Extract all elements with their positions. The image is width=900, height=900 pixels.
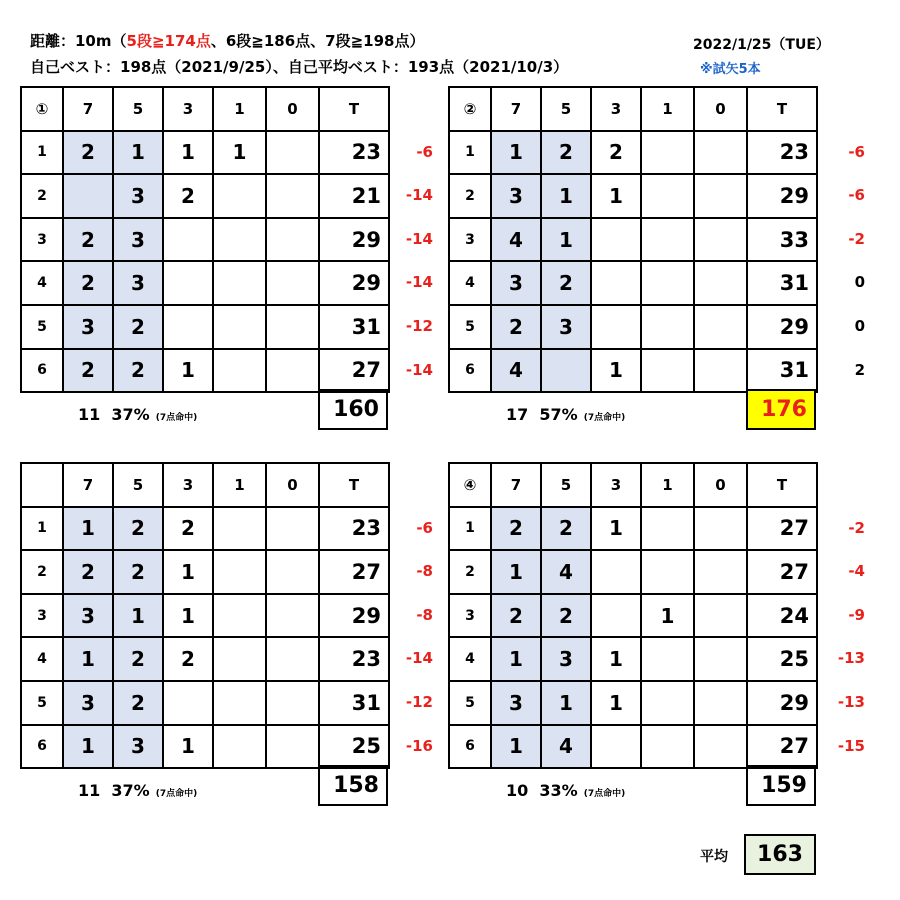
end-number: 1 [449,507,491,551]
count-cell-5: 3 [113,725,163,769]
column-header-3: 3 [591,87,641,131]
end-number: 2 [21,174,63,218]
table-row [21,131,389,175]
count-cell-0 [694,725,747,769]
count-cell-3: 1 [591,507,641,551]
end-diff: -13 [837,693,865,711]
end-diff: -14 [405,229,433,248]
column-header-0: 0 [266,87,319,131]
table-row [449,349,817,393]
table-row [449,637,817,681]
count-cell-3 [163,305,213,349]
column-header-5: 5 [541,463,591,507]
count-cell-5: 3 [113,218,163,262]
count-cell-7: 2 [63,218,113,262]
count-cell-7: 1 [491,725,541,769]
count-cell-1 [213,550,266,594]
end-diff: -8 [416,562,433,581]
end-number: 4 [21,261,63,305]
distance-line [30,30,424,51]
session-date: 2022/1/25（TUE） [693,37,830,53]
end-diff: -14 [405,273,433,292]
end-diff: -16 [405,736,433,755]
end-number: 3 [21,218,63,262]
column-header-t: T [747,463,817,507]
round-table-1 [20,86,390,393]
count-cell-1 [213,637,266,681]
end-total: 29 [747,305,817,349]
count-cell-3 [591,594,641,638]
hit-note: (7点命中) [583,413,626,424]
count-cell-0 [694,637,747,681]
column-header-t: T [319,87,389,131]
count-cell-3: 2 [163,174,213,218]
rank-6-7-thresholds: 、6段≧186点、7段≧198点） [210,32,425,50]
table-row [449,174,817,218]
count-cell-7: 3 [491,681,541,725]
count-cell-3: 1 [163,349,213,393]
round-number: ④ [449,463,491,507]
count-cell-0 [694,507,747,551]
end-total: 31 [747,349,817,393]
count-cell-1: 1 [213,131,266,175]
count-cell-7: 3 [491,174,541,218]
count-cell-5: 2 [113,507,163,551]
end-diff: -12 [405,693,433,711]
count-cell-5: 1 [541,218,591,262]
count-cell-5: 4 [541,550,591,594]
end-total: 31 [319,681,389,725]
end-total: 24 [747,594,817,638]
end-total: 31 [747,261,817,305]
count-cell-1 [213,349,266,393]
count-cell-5: 1 [541,174,591,218]
count-cell-5: 1 [113,594,163,638]
table-row [21,349,389,393]
end-number: 2 [449,550,491,594]
hit-percentage: 37% [111,781,150,801]
table-row [449,594,817,638]
distance-prefix: 距離：10m（ [30,32,127,50]
count-cell-7: 3 [63,594,113,638]
count-cell-1 [641,218,694,262]
rank-5-threshold: 5段≧174点 [126,32,211,50]
end-number: 6 [449,349,491,393]
count-cell-1 [641,681,694,725]
average-label: 平均 [700,849,728,865]
count-cell-1 [213,218,266,262]
count-cell-3: 1 [163,131,213,175]
column-header-1: 1 [641,87,694,131]
end-total: 27 [319,550,389,594]
count-cell-7: 1 [491,637,541,681]
count-cell-1 [641,349,694,393]
seven-hit-count: 10 [506,781,529,801]
count-cell-1 [213,507,266,551]
end-diff: -2 [848,229,865,248]
count-cell-3 [163,681,213,725]
count-cell-1: 1 [641,594,694,638]
count-cell-0 [266,507,319,551]
count-cell-1 [213,261,266,305]
count-cell-0 [694,305,747,349]
end-total: 25 [319,725,389,769]
end-total: 29 [319,261,389,305]
end-number: 5 [21,681,63,725]
count-cell-1 [641,725,694,769]
column-header-5: 5 [113,463,163,507]
count-cell-5: 2 [541,131,591,175]
column-header-1: 1 [213,87,266,131]
table-row [449,550,817,594]
count-cell-1 [641,550,694,594]
warmup-note: ※試矢5本 [700,62,761,77]
count-cell-5: 2 [541,261,591,305]
count-cell-5: 2 [113,550,163,594]
table-row [21,174,389,218]
end-diff: -14 [405,360,433,379]
count-cell-1 [641,174,694,218]
count-cell-5: 2 [113,305,163,349]
round-summary [78,405,197,424]
end-total: 29 [319,218,389,262]
count-cell-1 [641,637,694,681]
column-header-t: T [319,463,389,507]
count-cell-3 [591,550,641,594]
round-total-box: 159 [746,765,816,806]
count-cell-0 [266,349,319,393]
count-cell-0 [266,174,319,218]
end-diff: -15 [837,736,865,755]
end-total: 27 [747,507,817,551]
column-header-5: 5 [541,87,591,131]
end-total: 29 [747,681,817,725]
count-cell-7: 1 [491,131,541,175]
end-diff: -6 [416,518,433,537]
count-cell-0 [266,681,319,725]
count-cell-3 [591,725,641,769]
count-cell-3 [163,261,213,305]
count-cell-0 [694,261,747,305]
count-cell-5: 2 [113,681,163,725]
count-cell-0 [694,349,747,393]
count-cell-3: 2 [163,637,213,681]
count-cell-5: 1 [541,681,591,725]
end-total: 25 [747,637,817,681]
round-total-box: 158 [318,765,388,806]
end-number: 6 [449,725,491,769]
end-number: 3 [449,218,491,262]
round-number [21,463,63,507]
count-cell-0 [266,725,319,769]
count-cell-3: 1 [163,594,213,638]
count-cell-7: 2 [491,507,541,551]
average-score-box: 163 [744,834,816,875]
table-row [449,218,817,262]
count-cell-7: 2 [63,261,113,305]
count-cell-1 [213,174,266,218]
end-total: 23 [747,131,817,175]
count-cell-7: 2 [491,594,541,638]
end-total: 31 [319,305,389,349]
count-cell-3: 1 [163,725,213,769]
end-total: 27 [319,349,389,393]
round-summary [78,781,197,800]
column-header-3: 3 [591,463,641,507]
count-cell-0 [694,131,747,175]
round-summary [506,781,625,800]
table-row [21,637,389,681]
count-cell-0 [266,131,319,175]
column-header-7: 7 [63,87,113,131]
hit-note: (7点命中) [155,789,198,800]
seven-hit-count: 11 [78,405,101,425]
end-number: 5 [21,305,63,349]
round-summary [506,405,625,424]
count-cell-0 [694,681,747,725]
count-cell-3: 1 [591,637,641,681]
end-diff: -6 [848,186,865,205]
count-cell-7: 1 [63,637,113,681]
column-header-t: T [747,87,817,131]
table-row [21,594,389,638]
count-cell-3: 1 [163,550,213,594]
count-cell-7: 3 [63,305,113,349]
end-number: 4 [21,637,63,681]
end-number: 1 [449,131,491,175]
table-row [449,681,817,725]
count-cell-7: 3 [491,261,541,305]
end-total: 23 [319,507,389,551]
table-row [21,550,389,594]
count-cell-1 [641,261,694,305]
count-cell-1 [641,305,694,349]
column-header-7: 7 [491,87,541,131]
table-row [449,507,817,551]
end-number: 5 [449,305,491,349]
hit-percentage: 37% [111,405,150,425]
table-header-row [449,87,817,131]
count-cell-5 [541,349,591,393]
end-diff: 0 [854,317,865,335]
count-cell-3: 1 [591,681,641,725]
count-cell-0 [694,218,747,262]
count-cell-7: 2 [491,305,541,349]
end-diff: 0 [854,273,865,292]
end-diff: -12 [405,317,433,335]
table-row [21,305,389,349]
count-cell-1 [213,725,266,769]
end-number: 2 [449,174,491,218]
end-diff: -9 [848,605,865,624]
count-cell-3: 1 [591,174,641,218]
end-number: 1 [21,507,63,551]
count-cell-0 [694,594,747,638]
end-total: 29 [747,174,817,218]
table-header-row [21,87,389,131]
count-cell-7: 4 [491,349,541,393]
count-cell-1 [641,131,694,175]
count-cell-0 [266,305,319,349]
count-cell-1 [213,305,266,349]
table-row [449,305,817,349]
count-cell-3: 1 [591,349,641,393]
count-cell-5: 2 [113,637,163,681]
end-diff: -14 [405,649,433,668]
count-cell-5: 3 [113,174,163,218]
count-cell-7: 1 [491,550,541,594]
count-cell-0 [694,174,747,218]
count-cell-3: 2 [163,507,213,551]
count-cell-7: 3 [63,681,113,725]
count-cell-7: 2 [63,349,113,393]
hit-note: (7点命中) [583,789,626,800]
count-cell-5: 2 [541,507,591,551]
column-header-3: 3 [163,87,213,131]
table-row [21,681,389,725]
count-cell-0 [266,637,319,681]
table-row [21,725,389,769]
round-table-4 [448,462,818,769]
end-number: 6 [21,349,63,393]
end-diff: -2 [848,518,865,537]
end-number: 3 [21,594,63,638]
end-number: 2 [21,550,63,594]
count-cell-7: 2 [63,550,113,594]
count-cell-7: 1 [63,725,113,769]
table-header-row [449,463,817,507]
end-total: 23 [319,131,389,175]
end-diff: -13 [837,649,865,668]
count-cell-5: 2 [541,594,591,638]
column-header-1: 1 [213,463,266,507]
end-number: 4 [449,637,491,681]
end-number: 6 [21,725,63,769]
round-table-2 [448,86,818,393]
round-number: ② [449,87,491,131]
end-diff: -4 [848,562,865,581]
end-diff: 2 [854,360,865,379]
round-table-3 [20,462,390,769]
column-header-1: 1 [641,463,694,507]
round-total-box: 160 [318,389,388,430]
personal-best-line: 自己ベスト：198点（2021/9/25）、自己平均ベスト：193点（2021/10/3） [30,58,569,76]
count-cell-0 [266,550,319,594]
table-row [21,507,389,551]
end-number: 1 [21,131,63,175]
end-diff: -6 [848,142,865,161]
end-total: 23 [319,637,389,681]
count-cell-3 [591,261,641,305]
table-header-row [21,463,389,507]
count-cell-0 [266,594,319,638]
table-row [449,261,817,305]
column-header-3: 3 [163,463,213,507]
count-cell-0 [694,550,747,594]
end-total: 33 [747,218,817,262]
count-cell-7: 1 [63,507,113,551]
count-cell-1 [213,594,266,638]
column-header-5: 5 [113,87,163,131]
end-diff: -6 [416,142,433,161]
count-cell-7 [63,174,113,218]
column-header-0: 0 [694,463,747,507]
count-cell-3 [163,218,213,262]
end-total: 27 [747,550,817,594]
table-row [449,131,817,175]
end-number: 4 [449,261,491,305]
count-cell-5: 4 [541,725,591,769]
count-cell-1 [641,507,694,551]
round-number: ① [21,87,63,131]
table-row [449,725,817,769]
end-diff: -8 [416,605,433,624]
count-cell-5: 2 [113,349,163,393]
column-header-0: 0 [266,463,319,507]
count-cell-3: 2 [591,131,641,175]
count-cell-3 [591,305,641,349]
count-cell-5: 3 [541,305,591,349]
column-header-0: 0 [694,87,747,131]
count-cell-7: 2 [63,131,113,175]
seven-hit-count: 11 [78,781,101,801]
hit-percentage: 57% [539,405,578,425]
column-header-7: 7 [491,463,541,507]
count-cell-3 [591,218,641,262]
table-row [21,218,389,262]
hit-note: (7点命中) [155,413,198,424]
hit-percentage: 33% [539,781,578,801]
end-total: 27 [747,725,817,769]
count-cell-7: 4 [491,218,541,262]
count-cell-5: 1 [113,131,163,175]
end-diff: -14 [405,186,433,205]
end-number: 5 [449,681,491,725]
round-total-box: 176 [746,389,816,430]
column-header-7: 7 [63,463,113,507]
end-total: 29 [319,594,389,638]
count-cell-5: 3 [541,637,591,681]
table-row [21,261,389,305]
count-cell-0 [266,261,319,305]
end-number: 3 [449,594,491,638]
count-cell-5: 3 [113,261,163,305]
count-cell-0 [266,218,319,262]
end-total: 21 [319,174,389,218]
count-cell-1 [213,681,266,725]
seven-hit-count: 17 [506,405,529,425]
